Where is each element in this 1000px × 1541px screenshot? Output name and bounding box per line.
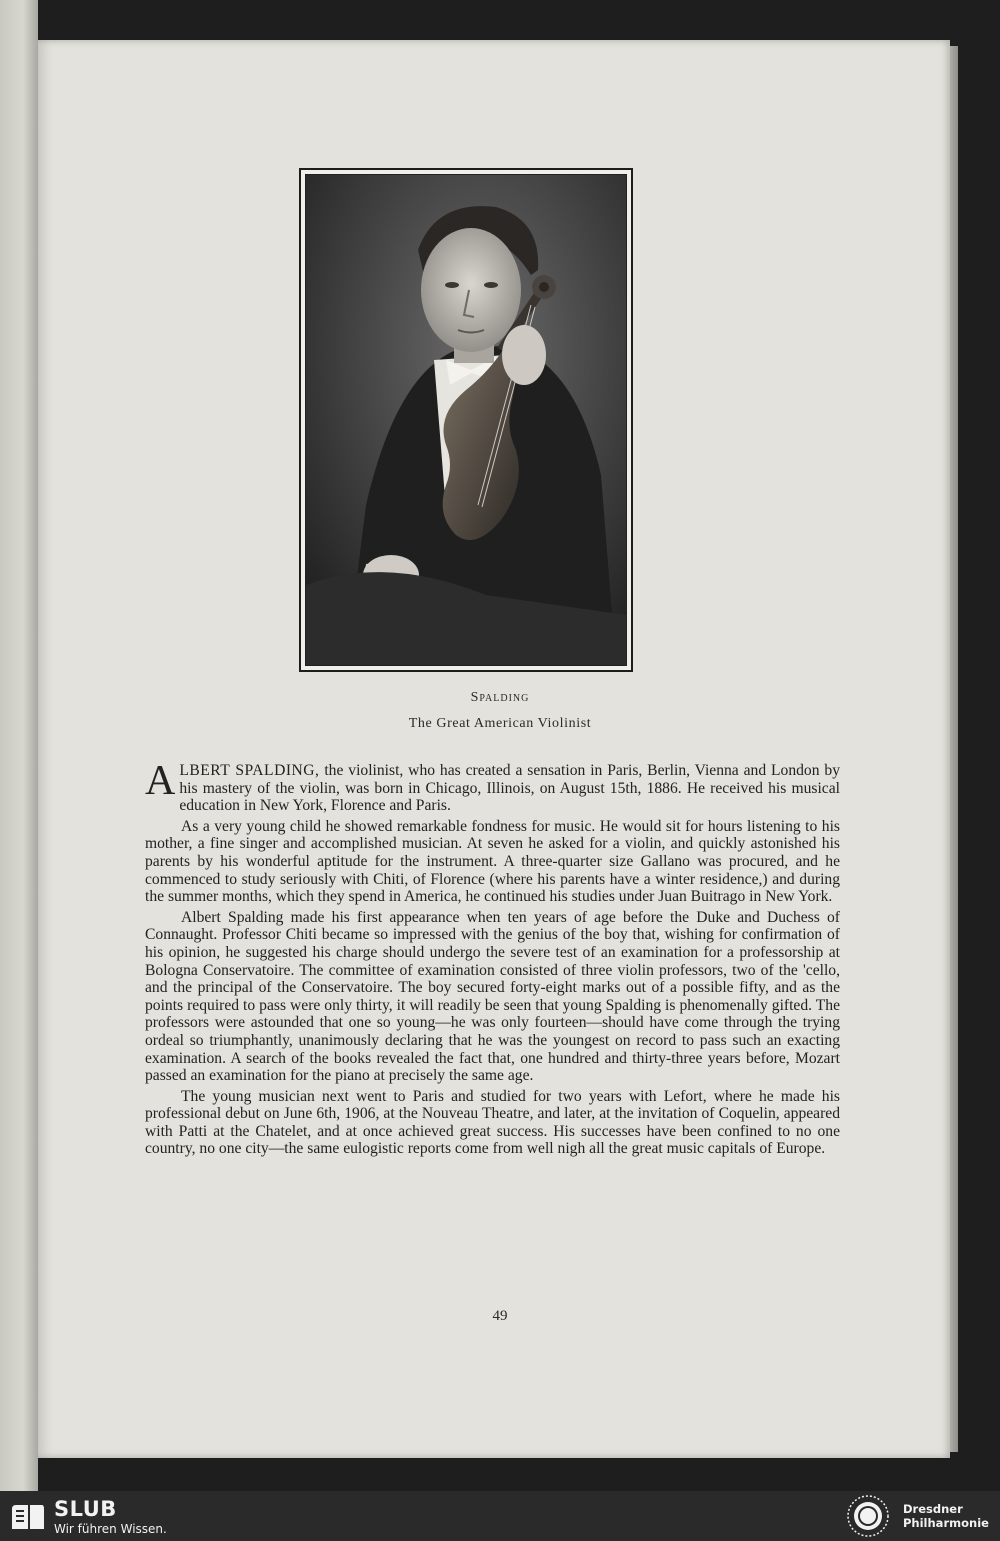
partner-name-line-1: Dresdner [903, 1502, 963, 1516]
left-page-edge [0, 0, 38, 1491]
portrait-photo-frame [299, 168, 633, 672]
slub-name[interactable]: SLUB [54, 1497, 117, 1521]
article-paragraph-2: As a very young child he showed remarkable fondness for music. He would sit for hours listening to his mother, a fine singer and accomplished musician. At seven he asked for a violin, and quickly astonished his parents by his wonderful aptitude for the instrument. A three-quarter size Gallano was procured, and he commenced to study seriously with Chiti, of Florence (where his parents have a winter residence,) and during the summer months, which they spend in America, he continued his studies under Juan Buitrago in New York. [145, 817, 840, 906]
article-paragraph-3: Albert Spalding made his first appearance when ten years of age before the Duke and Duchess of Connaught. Professor Chiti became so impressed with the genius of the boy that, wishing for confirmation of his opinion, he suggested his charge should undergo the severe test of an examination for a professorship at Bologna Conservatoire. The committee of examination consisted of three violin professors, two of the 'cello, and the principal of the Conservatoire. The boy secured forty-eight marks out of a possible fifty, and as the points required to pass were only thirty, it will readily be seen that young Spalding is phenomenally gifted. The professors were astounded that one so young—he was only fourteen—should have come through the trying ordeal so triumphantly, unanimously declaring that he was the youngest on record to pass such an exacting examination. A search of the books revealed the fact that, one hundred and thirty-three years before, Mozart passed an examination for the piano at precisely the same age. [145, 908, 840, 1085]
photo-caption-title: Spalding [470, 690, 530, 705]
slub-tagline: Wir führen Wissen. [54, 1522, 167, 1536]
portrait-photo [305, 174, 627, 666]
article-paragraph-1 [145, 758, 840, 815]
drop-cap: A [145, 758, 176, 804]
photo-caption-subtitle: The Great American Violinist [408, 716, 592, 731]
article-body [145, 758, 840, 1161]
article-lead-name: LBERT SPALDING, [179, 762, 320, 779]
partner-name-line-2: Philharmonie [903, 1516, 989, 1530]
slub-logo-icon[interactable] [10, 1503, 46, 1531]
dresdner-philharmonie-name[interactable] [903, 1502, 989, 1530]
viewer-footer-bar [0, 1491, 1000, 1541]
dresdner-philharmonie-logo-icon[interactable] [842, 1494, 894, 1538]
article-paragraph-4: The young musician next went to Paris and studied for two years with Lefort, where he made his professional debut on June 6th, 1906, at the Nouveau Theatre, and later, at the invitation of Coquelin, appeared with Patti at the Chatelet, and at once achieved great success. His successes have been confined to no one country, no one city—the same eulogistic reports come from well nigh all the great music capitals of Europe. [145, 1087, 840, 1158]
page-number: 49 [492, 1308, 508, 1324]
violinist-portrait-image [306, 175, 626, 665]
article-paragraph-1-text: the violinist, who has created a sensation in Paris, Berlin, Vienna and London by his mastery of the violin, was born in Chicago, Illinois, on August 15th, 1886. He received his musical education in New York, Florence and Paris. [179, 762, 840, 815]
